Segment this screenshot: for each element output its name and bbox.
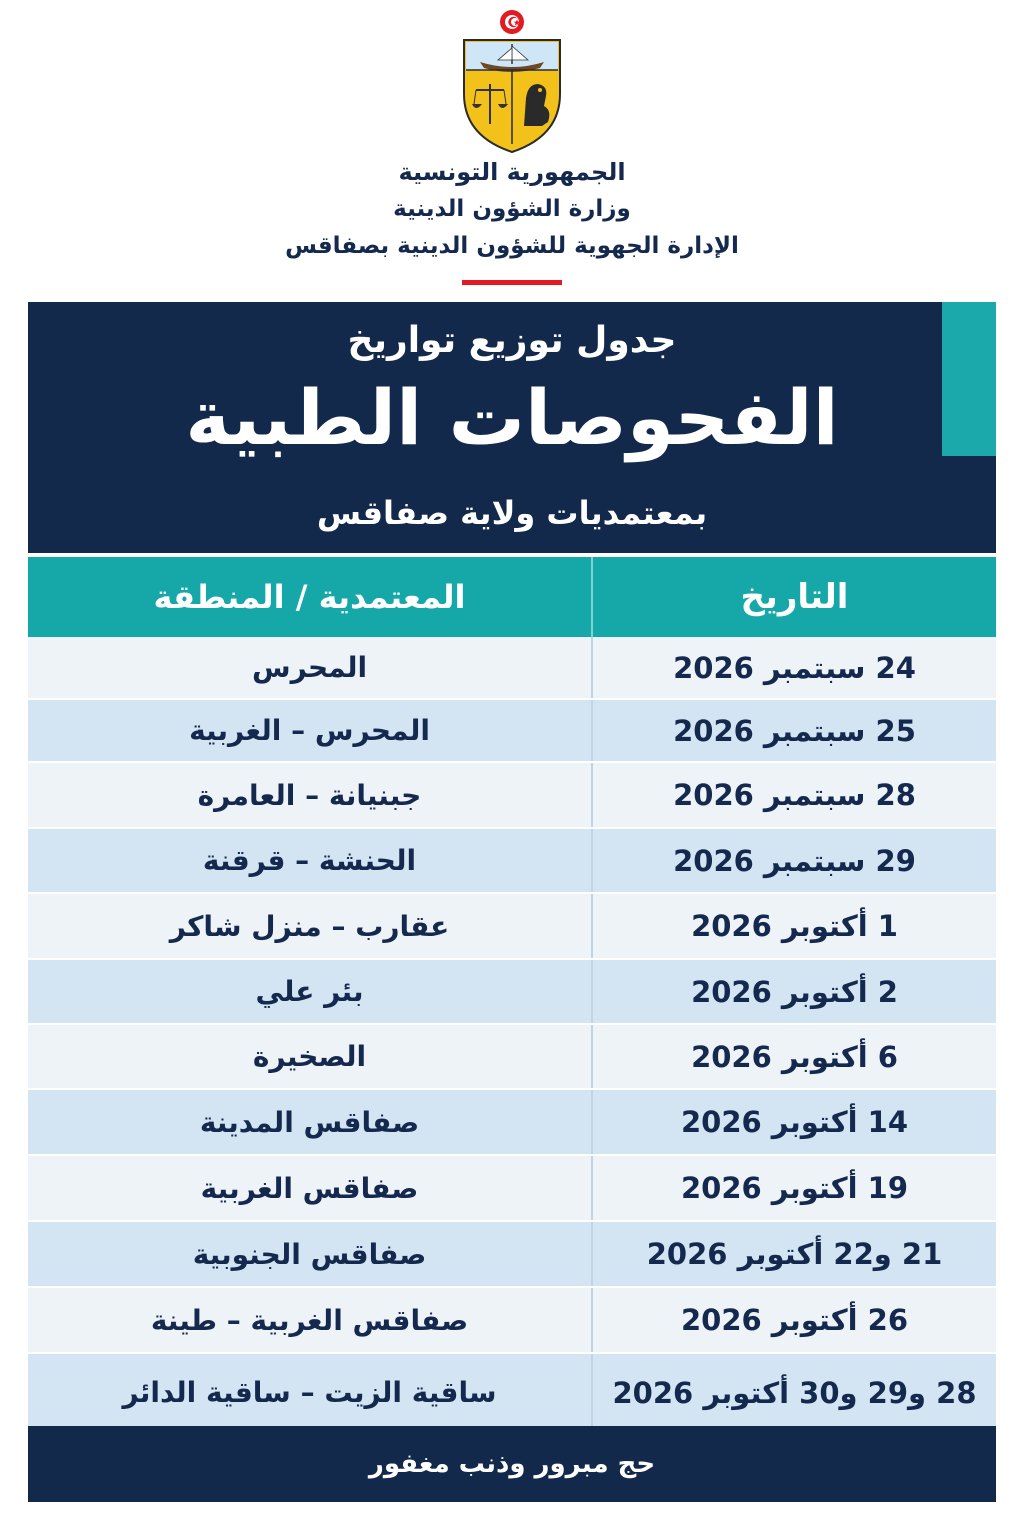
row-area: الحنشة – قرقنة [202,844,417,877]
org-republic: الجمهورية التونسية [398,158,626,186]
table-row [28,960,996,1025]
row-date: 26 أكتوبر 2026 [680,1303,909,1337]
table-row [28,763,996,829]
row-area: صفاقس الغربية [200,1171,419,1205]
row-area: المحرس – الغربية [189,714,430,747]
row-area: ساقية الزيت – ساقية الدائر [122,1376,497,1409]
row-date: 19 أكتوبر 2026 [680,1171,909,1205]
row-date: 21 و22 أكتوبر 2026 [646,1237,943,1271]
row-area: بئر علي [255,975,364,1008]
row-date: 6 أكتوبر 2026 [691,1039,898,1074]
row-area: صفاقس الجنوبية [192,1237,427,1271]
table-row [28,829,996,894]
table-row [28,1222,996,1288]
title-banner [28,302,996,553]
table-row [28,1288,996,1354]
row-date: 28 سبتمبر 2026 [673,778,916,812]
table-row [28,1025,996,1090]
header-area: المعتمدية / المنطقة [153,578,466,616]
table-row [28,894,996,960]
row-date: 28 و29 و30 أكتوبر 2026 [612,1375,977,1410]
row-area: صفاقس المدينة [199,1105,420,1139]
org-regional-directorate: الإدارة الجهوية للشؤون الدينية بصفاقس [285,233,739,259]
row-date: 24 سبتمبر 2026 [673,650,916,685]
row-date: 14 أكتوبر 2026 [680,1105,909,1139]
banner-line-3: بمعتمديات ولاية صفاقس [316,494,708,532]
row-date: 2 أكتوبر 2026 [691,974,898,1009]
row-area: جبنيانة – العامرة [197,778,422,812]
row-date: 29 سبتمبر 2026 [673,843,916,878]
row-area: الصخيرة [252,1040,367,1073]
row-area: صفاقس الغربية – طينة [150,1303,469,1337]
org-ministry: وزارة الشؤون الدينية [393,196,631,222]
table-row [28,637,996,700]
tunisia-coat-of-arms-icon [458,6,566,156]
table-row [28,1156,996,1222]
footer-banner: حج مبرور وذنب مغفور [28,1426,996,1502]
row-date: 25 سبتمبر 2026 [673,713,916,748]
row-area: المحرس [251,651,368,684]
red-divider [462,280,562,285]
row-area: عقارب – منزل شاكر [169,909,450,943]
table-row [28,1090,996,1156]
row-date: 1 أكتوبر 2026 [691,909,898,943]
table-body [28,637,996,1433]
header-date: التاريخ [740,577,849,617]
table-row [28,1354,996,1433]
table-row [28,700,996,763]
banner-line-1: جدول توزيع تواريخ [347,320,677,361]
table-header [28,557,996,637]
banner-title: الفحوصات الطبية [185,373,839,462]
